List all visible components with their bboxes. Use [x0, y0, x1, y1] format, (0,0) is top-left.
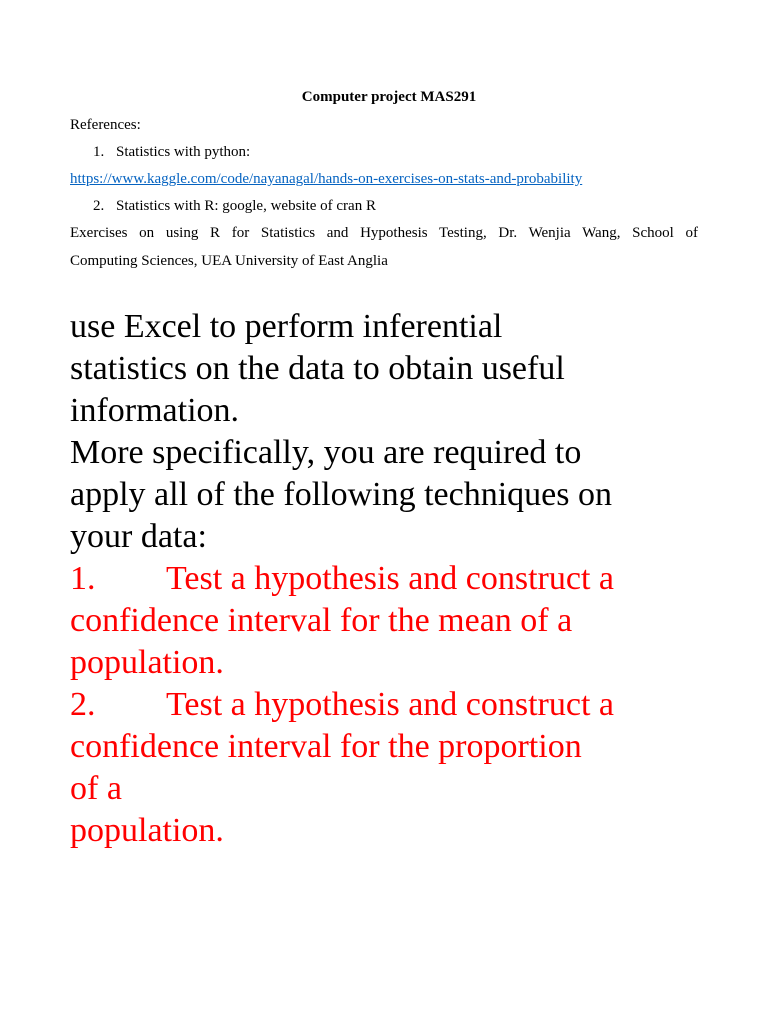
task-2-line: of a	[70, 770, 122, 807]
reference-number: 2.	[93, 198, 105, 214]
intro-line: use Excel to perform inferential	[70, 308, 503, 345]
reference-number: 1.	[93, 144, 105, 160]
document-title: Computer project MAS291	[301, 89, 477, 105]
reference-item-2	[93, 197, 376, 215]
reference-text: Statistics with R: google, website of cran R	[116, 198, 376, 214]
exercises-reference-line-2: Computing Sciences, UEA University of East Anglia	[70, 253, 388, 269]
task-1-line	[70, 558, 614, 600]
task-text: Test a hypothesis and construct a	[166, 686, 615, 723]
intro-line: statistics on the data to obtain useful	[70, 350, 565, 387]
task-text: Test a hypothesis and construct a	[166, 560, 615, 597]
task-2-line: confidence interval for the proportion	[70, 728, 582, 765]
task-2-line	[70, 684, 614, 726]
task-number: 2.	[70, 686, 96, 723]
exercises-reference-line-1: Exercises on using R for Statistics and Hypothesis Testing, Dr. Wenjia Wang, School of	[70, 225, 698, 241]
intro-line: your data:	[70, 518, 207, 555]
intro-line: information.	[70, 392, 240, 429]
task-1-line: population.	[70, 644, 224, 681]
intro-line: More specifically, you are required to	[70, 434, 582, 471]
intro-line: apply all of the following techniques on	[70, 476, 612, 513]
kaggle-link[interactable]: https://www.kaggle.com/code/nayanagal/hands-on-exercises-on-stats-and-probability	[70, 171, 583, 187]
references-label: References:	[70, 117, 141, 133]
reference-item-1	[93, 143, 250, 161]
task-2-line: population.	[70, 812, 224, 849]
reference-text: Statistics with python:	[116, 144, 251, 160]
task-1-line: confidence interval for the mean of a	[70, 602, 573, 639]
task-number: 1.	[70, 560, 96, 597]
